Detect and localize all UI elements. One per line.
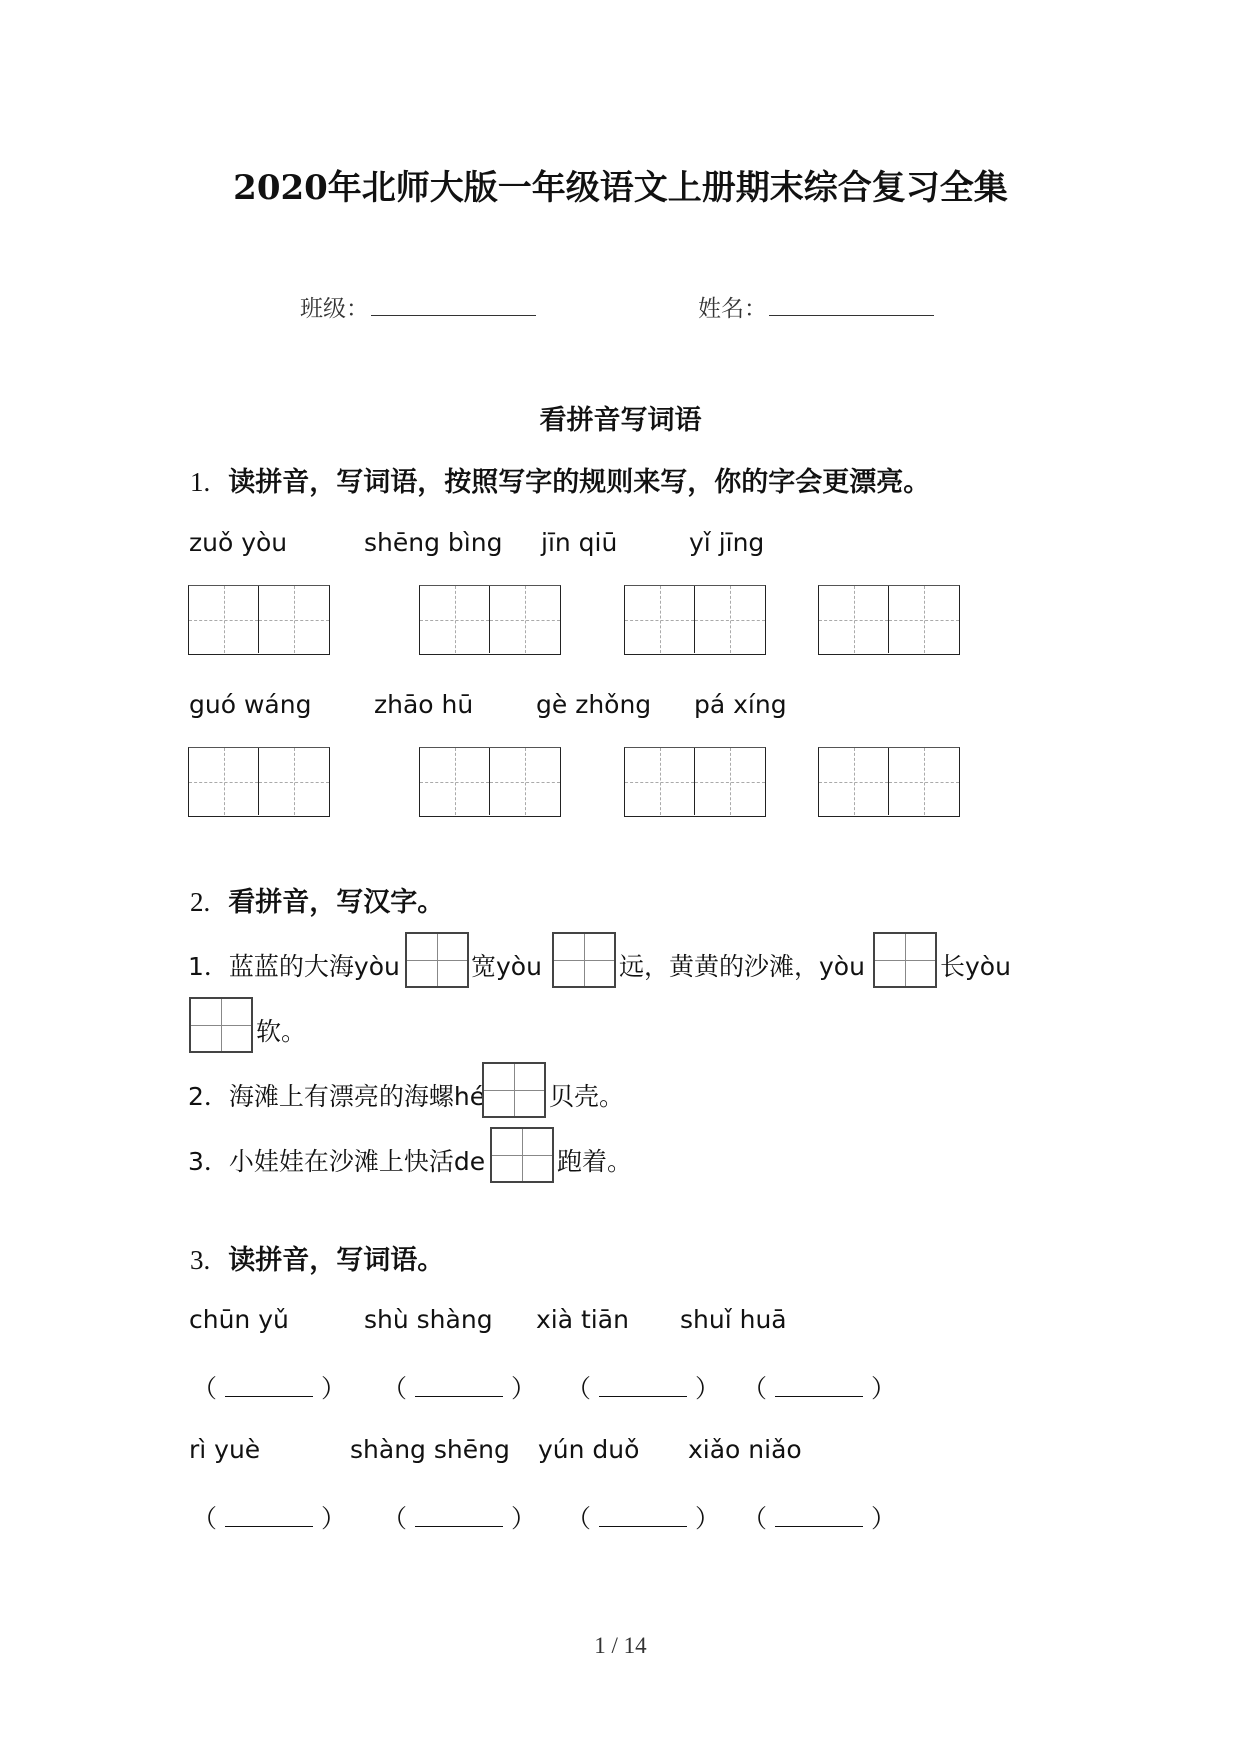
answer-parentheses[interactable]: （ ）	[742, 1504, 897, 1533]
name-blank[interactable]	[769, 293, 934, 316]
pinyin-label: pá xíng	[694, 690, 787, 719]
question-number: 2.	[190, 887, 211, 917]
sentence-text: 贝壳。	[549, 1082, 625, 1111]
answer-parentheses[interactable]: （ ）	[192, 1374, 347, 1403]
writing-grid[interactable]	[818, 747, 960, 817]
pinyin-label: guó wáng	[189, 690, 312, 719]
question-3-heading	[190, 1238, 444, 1277]
name-field	[698, 290, 934, 323]
pinyin-label: xià tiān	[536, 1305, 629, 1334]
writing-grid[interactable]	[188, 585, 330, 655]
answer-box[interactable]	[482, 1062, 546, 1118]
sentence-text: 跑着。	[557, 1147, 633, 1176]
answer-parentheses[interactable]: （ ）	[382, 1374, 537, 1403]
writing-grid[interactable]	[624, 585, 766, 655]
pinyin-label: yún duǒ	[538, 1435, 640, 1464]
answer-box[interactable]	[873, 932, 937, 988]
section-title: 看拼音写词语	[539, 405, 702, 436]
page-title: 2020年北师大版一年级语文上册期末综合复习全集	[233, 168, 1008, 208]
pinyin-label: chūn yǔ	[189, 1305, 289, 1334]
writing-grid[interactable]	[188, 747, 330, 817]
question-text: 读拼音，写词语，按照写字的规则来写，你的字会更漂亮。	[228, 467, 931, 498]
question-2-heading	[190, 880, 444, 919]
sentence-text: 1．蓝蓝的大海yòu	[188, 952, 400, 981]
writing-grid[interactable]	[818, 585, 960, 655]
sentence-text: 远，黄黄的沙滩，yòu	[619, 952, 865, 981]
sentence-text: 3．小娃娃在沙滩上快活de	[188, 1147, 486, 1176]
page-number: 1 / 14	[594, 1633, 647, 1658]
pinyin-label: rì yuè	[189, 1435, 261, 1464]
question-1-heading	[190, 460, 930, 499]
answer-box[interactable]	[405, 932, 469, 988]
answer-parentheses[interactable]: （ ）	[382, 1504, 537, 1533]
pinyin-label: zuǒ yòu	[189, 528, 288, 557]
class-field	[300, 290, 536, 323]
writing-grid[interactable]	[419, 585, 561, 655]
answer-box[interactable]	[189, 997, 253, 1053]
question-text: 看拼音，写汉字。	[228, 887, 445, 918]
answer-parentheses[interactable]: （ ）	[192, 1504, 347, 1533]
answer-box[interactable]	[490, 1127, 554, 1183]
pinyin-label: zhāo hū	[374, 690, 474, 719]
question-number: 3.	[190, 1245, 211, 1275]
pinyin-label: shēng bìng	[364, 528, 503, 557]
sentence-text: 2．海滩上有漂亮的海螺hé	[188, 1082, 486, 1111]
name-label: 姓名：	[698, 296, 767, 322]
sentence-text: 宽yòu	[471, 952, 542, 981]
answer-box[interactable]	[552, 932, 616, 988]
question-number: 1.	[190, 467, 211, 497]
question-text: 读拼音，写词语。	[228, 1245, 445, 1276]
pinyin-label: jīn qiū	[541, 528, 618, 557]
sentence-text: 软。	[256, 1017, 307, 1046]
writing-grid[interactable]	[624, 747, 766, 817]
answer-parentheses[interactable]: （ ）	[566, 1374, 721, 1403]
class-label: 班级：	[300, 296, 369, 322]
answer-parentheses[interactable]: （ ）	[566, 1504, 721, 1533]
pinyin-label: shuǐ huā	[680, 1305, 787, 1334]
pinyin-label: gè zhǒng	[536, 690, 652, 719]
writing-grid[interactable]	[419, 747, 561, 817]
answer-parentheses[interactable]: （ ）	[742, 1374, 897, 1403]
pinyin-label: yǐ jīng	[689, 528, 765, 557]
pinyin-label: shàng shēng	[350, 1435, 510, 1464]
class-blank[interactable]	[371, 293, 536, 316]
sentence-text: 长yòu	[940, 952, 1011, 981]
pinyin-label: xiǎo niǎo	[688, 1435, 802, 1464]
pinyin-label: shù shàng	[364, 1305, 493, 1334]
